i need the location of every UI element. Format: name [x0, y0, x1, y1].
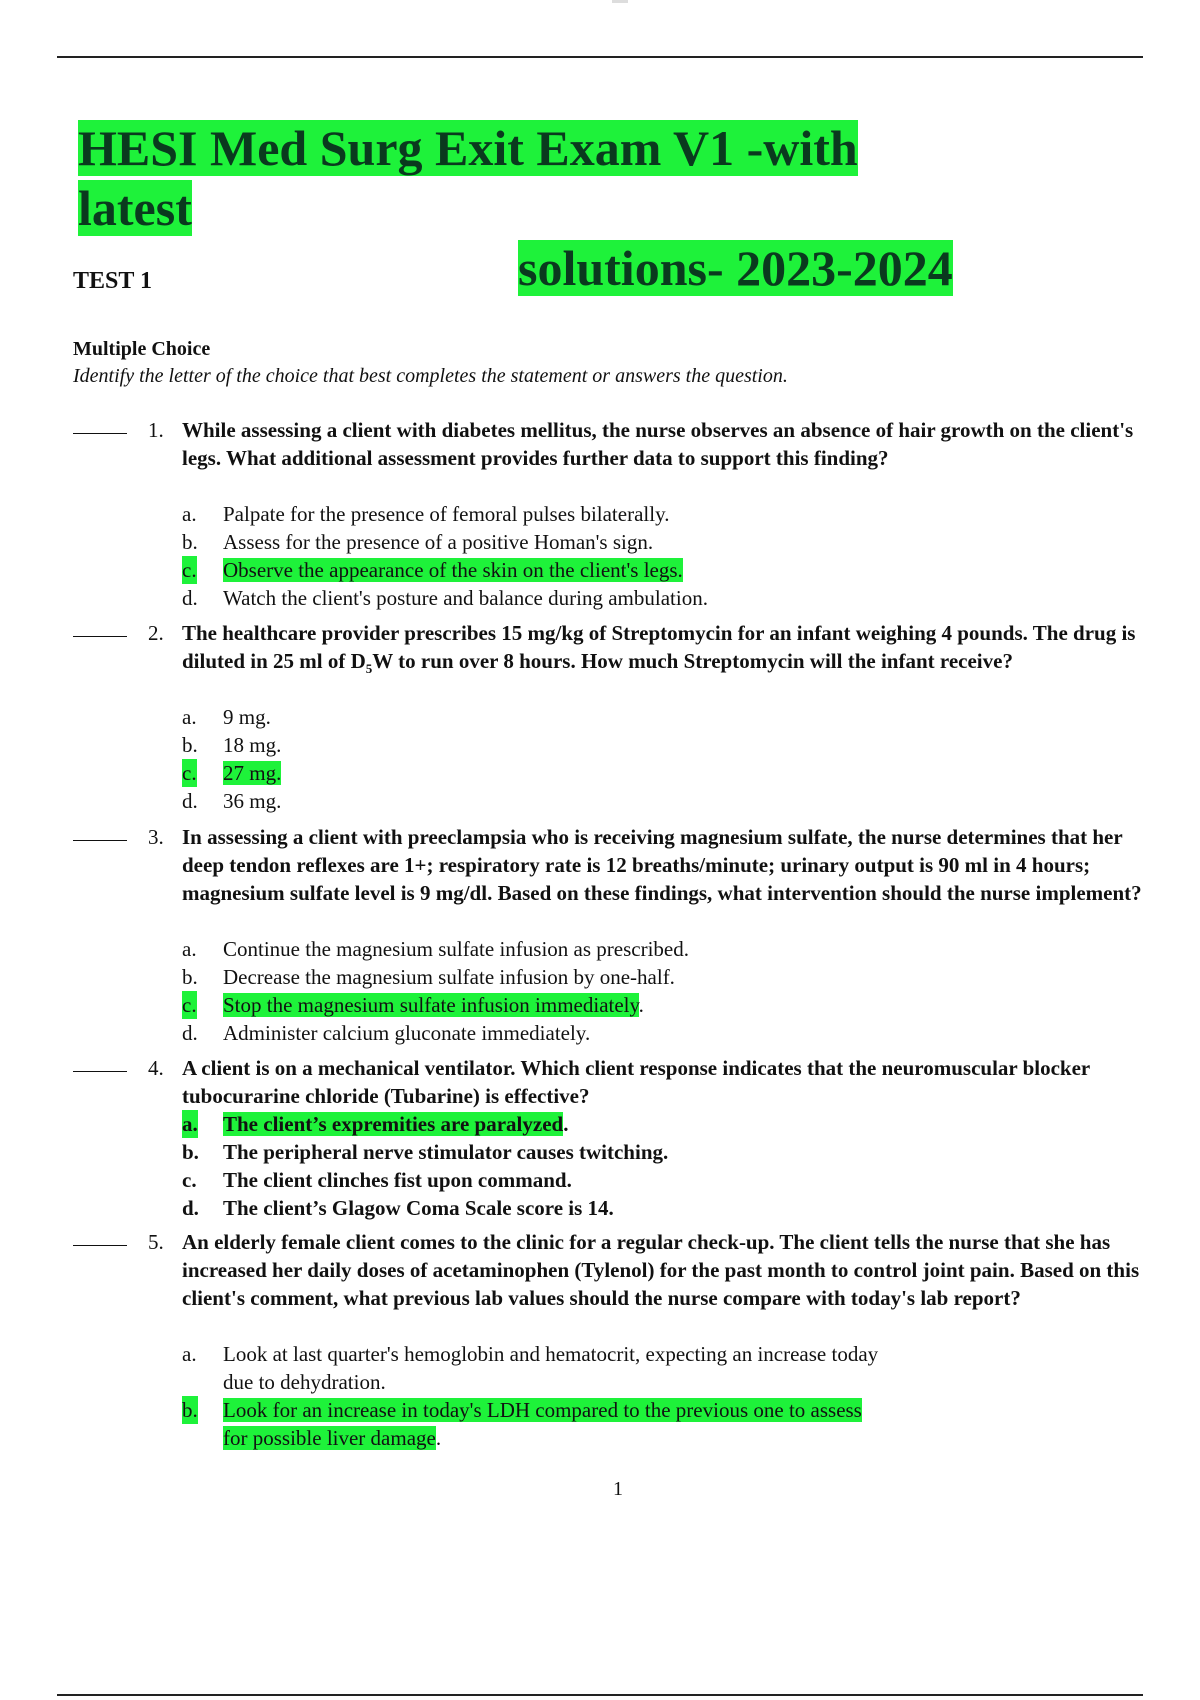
choice-c-highlighted[interactable]: c. Observe the appearance of the skin on the client's legs. — [182, 558, 683, 582]
choice-list — [182, 703, 1162, 815]
question-stem: In assessing a client with preeclampsia who is receiving magnesium sulfate, the nurse determines that her deep tendon reflexes are 1+; respiratory rate is 12 breaths/minute; urinary output is 90 ml in 4 hours; magnesium sulfate level is 9 mg/dl. Based on these findings, what intervention should the nurse implement? — [182, 825, 1142, 905]
test-heading: TEST 1 — [73, 268, 152, 294]
choice-b-highlighted[interactable]: b. Look for an increase in today's LDH compared to the previous one to assess for possible liver damage. — [182, 1398, 862, 1450]
top-edge-mark — [612, 0, 628, 3]
choice-b[interactable]: b. 18 mg. — [182, 733, 282, 757]
document-title — [78, 118, 978, 298]
question-number: 2. — [148, 621, 164, 645]
choice-a-highlighted[interactable]: a. The client’s expremities are paralyzed. — [182, 1112, 569, 1136]
choice-b[interactable]: b. The peripheral nerve stimulator causes twitching. — [182, 1140, 669, 1164]
question-number: 1. — [148, 418, 164, 442]
question-number: 5. — [148, 1230, 164, 1254]
choice-c-highlighted[interactable]: c. Stop the magnesium sulfate infusion immediately. — [182, 993, 644, 1017]
choice-d[interactable]: d. Administer calcium gluconate immediately. — [182, 1021, 591, 1045]
question-stem: An elderly female client comes to the clinic for a regular check-up. The client tells the nurse that she has increased her daily doses of acetaminophen (Tylenol) for the past month to control joint pain. Based on this client's comment, what previous lab values should the nurse compare with today's lab report? — [182, 1230, 1140, 1310]
choice-a[interactable]: a. 9 mg. — [182, 705, 271, 729]
title-line-2: solutions- 2023-2024 — [518, 240, 953, 296]
choice-list — [182, 1340, 1162, 1452]
choice-list — [182, 935, 1162, 1047]
top-rule — [57, 56, 1143, 58]
question-stem: The healthcare provider prescribes 15 mg/kg of Streptomycin for an infant weighing 4 pounds. The drug is diluted in 25 ml of $D_5W$ to run over 8 hours. How much Streptomycin will the infant receive? — [182, 621, 1136, 677]
question-number: 3. — [148, 825, 164, 849]
choice-b[interactable]: b. Decrease the magnesium sulfate infusion by one-half. — [182, 965, 675, 989]
instructions: Identify the letter of the choice that best completes the statement or answers the question. — [73, 365, 788, 387]
choice-d[interactable]: d. Watch the client's posture and balance during ambulation. — [182, 586, 708, 610]
question-stem: A client is on a mechanical ventilator. Which client response indicates that the neuromuscular blocker tubocurarine chloride (Tubarine) is effective? — [182, 1056, 1090, 1108]
choice-c[interactable]: c. The client clinches fist upon command. — [182, 1168, 572, 1192]
choice-list — [182, 500, 1162, 612]
choice-d[interactable]: d. The client’s Glagow Coma Scale score is 14. — [182, 1196, 614, 1220]
answer-blank[interactable] — [73, 1071, 127, 1072]
choice-c-highlighted[interactable]: c. 27 mg. — [182, 761, 282, 785]
bottom-rule — [57, 1694, 1143, 1696]
choice-a[interactable]: a. Palpate for the presence of femoral pulses bilaterally. — [182, 502, 670, 526]
choice-b[interactable]: b. Assess for the presence of a positive Homan's sign. — [182, 530, 654, 554]
answer-blank[interactable] — [73, 1245, 127, 1246]
answer-blank[interactable] — [73, 840, 127, 841]
choice-a[interactable]: a. Continue the magnesium sulfate infusion as prescribed. — [182, 937, 689, 961]
question-stem: While assessing a client with diabetes mellitus, the nurse observes an absence of hair growth on the client's legs. What additional assessment provides further data to support this finding? — [182, 418, 1134, 470]
title-line-1: HESI Med Surg Exit Exam V1 -with latest — [78, 120, 858, 236]
question-number: 4. — [148, 1056, 164, 1080]
answer-blank[interactable] — [73, 636, 127, 637]
choice-list — [182, 1110, 1162, 1222]
choice-a[interactable]: a. Look at last quarter's hemoglobin and hematocrit, expecting an increase today due to dehydration. — [182, 1342, 879, 1394]
section-heading: Multiple Choice — [73, 338, 211, 360]
page-number: 1 — [613, 1478, 623, 1500]
choice-d[interactable]: d. 36 mg. — [182, 789, 282, 813]
answer-blank[interactable] — [73, 433, 127, 434]
